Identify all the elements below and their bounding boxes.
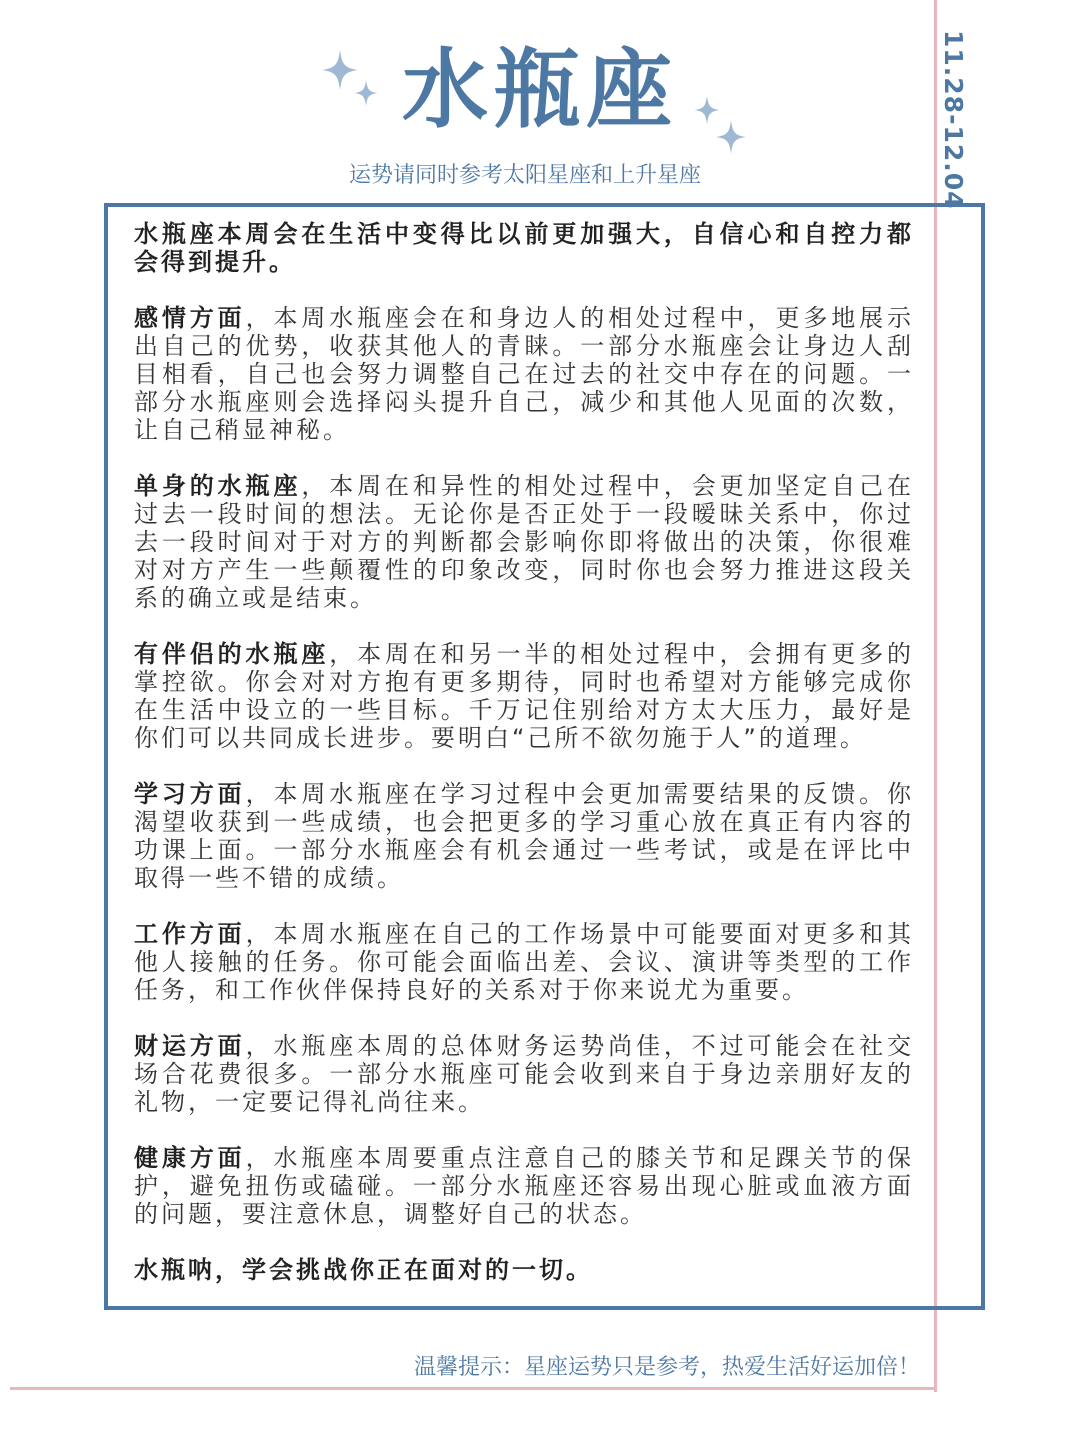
section-text: ，本周水瓶座在学习过程中会更加需要结果的反馈。你渴望收获到一些成绩，也会把更多的学习重心放在真正有内容的功课上面。一部分水瓶座会有机会通过一些考试，或是在评比中取得一些不错的成绩。: [134, 780, 915, 892]
section-text: ，本周水瓶座在自己的工作场景中可能要面对更多和其他人接触的任务。你可能会面临出差、会议、演讲等类型的工作任务，和工作伙伴保持良好的关系对于你来说尤为重要。: [134, 920, 915, 1004]
partner-paragraph: [134, 640, 914, 752]
section-lead: 工作方面: [134, 920, 246, 948]
study-paragraph: [134, 780, 914, 892]
closing-paragraph: 水瓶呐，学会挑战你正在面对的一切。: [134, 1256, 593, 1284]
section-lead: 单身的水瓶座: [134, 472, 302, 500]
section-text: ，本周在和另一半的相处过程中，会拥有更多的掌控欲。你会对对方抱有更多期待，同时也希望对方能够完成你在生活中设立的一些目标。千万记住别给对方太大压力，最好是你们可以共同成长进步。要明白“己所不欲勿施于人”的道理。: [134, 640, 915, 752]
footer-tip: 温馨提示：星座运势只是参考，热爱生活好运加倍！: [413, 1355, 920, 1380]
page-title: 水瓶座: [402, 40, 678, 140]
section-lead: 健康方面: [134, 1144, 246, 1172]
pink-horizontal-line: [10, 1387, 937, 1390]
health-paragraph: [134, 1144, 914, 1228]
love-paragraph: [134, 304, 914, 444]
section-lead: 有伴侣的水瓶座: [134, 640, 330, 668]
work-paragraph: [134, 920, 914, 1004]
intro-paragraph: 水瓶座本周会在生活中变得比以前更加强大，自信心和自控力都会得到提升。: [134, 220, 914, 276]
page-subtitle: 运势请同时参考太阳星座和上升星座: [348, 163, 701, 188]
section-text: ，本周水瓶座会在和身边人的相处过程中，更多地展示出自己的优势，收获其他人的青睐。一部分水瓶座会让身边人刮目相看，自己也会努力调整自己在过去的社交中存在的问题。一部分水瓶座则会选择闷头提升自己，减少和其他人见面的次数，让自己稍显神秘。: [134, 304, 915, 444]
single-paragraph: [134, 472, 914, 612]
section-text: ，水瓶座本周的总体财务运势尚佳，不过可能会在社交场合花费很多。一部分水瓶座可能会收到来自于身边亲朋好友的礼物，一定要记得礼尚往来。: [134, 1032, 915, 1116]
section-lead: 财运方面: [134, 1032, 246, 1060]
horoscope-content: [134, 220, 914, 1312]
section-lead: 感情方面: [134, 304, 246, 332]
section-text: ，本周在和异性的相处过程中，会更加坚定自己在过去一段时间的想法。无论你是否正处于一段暧昧关系中，你过去一段时间对于对方的判断都会影响你即将做出的决策，你很难对对方产生一些颠覆性的印象改变，同时你也会努力推进这段关系的确立或是结束。: [134, 472, 915, 612]
date-range: 11.28-12.04: [939, 30, 968, 210]
section-text: ，水瓶座本周要重点注意自己的膝关节和足踝关节的保护，避免扭伤或磕碰。一部分水瓶座还容易出现心脏或血液方面的问题，要注意休息，调整好自己的状态。: [134, 1144, 915, 1228]
wealth-paragraph: [134, 1032, 914, 1116]
section-lead: 学习方面: [134, 780, 246, 808]
